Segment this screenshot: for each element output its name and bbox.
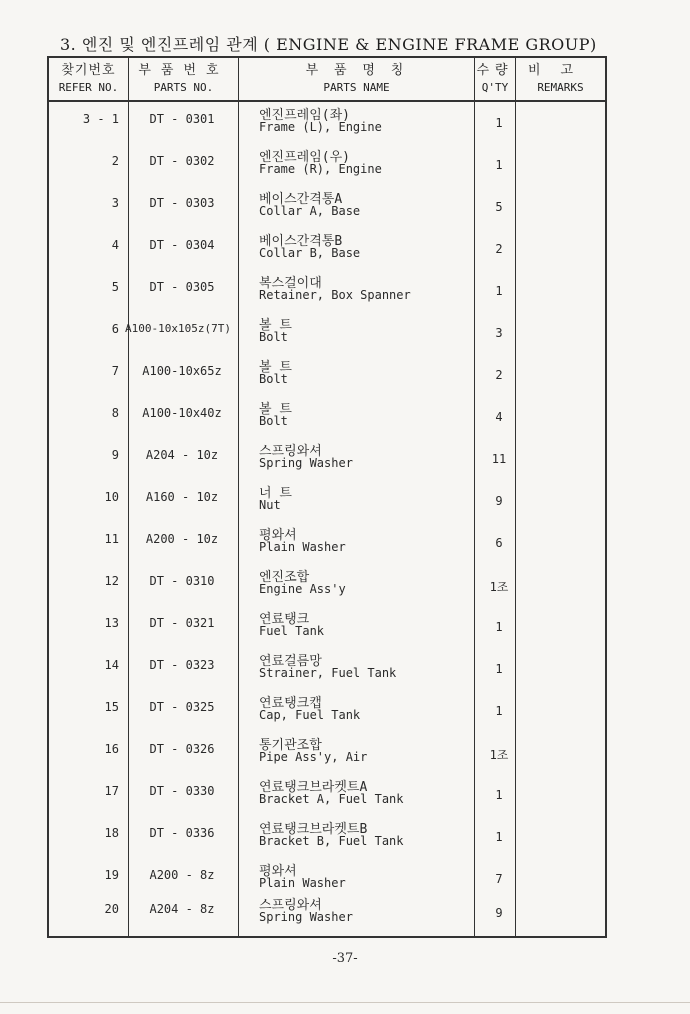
page-edge-line	[0, 1002, 690, 1003]
parts-name-ko: 통기관조합	[259, 738, 322, 753]
parts-no: A100-10x105z(7T)	[125, 322, 231, 335]
header-name-ko: 부 품 명 칭	[305, 63, 408, 78]
refer-no: 5	[111, 280, 119, 294]
table-row	[49, 524, 605, 566]
parts-no: DT - 0323	[149, 658, 215, 672]
refer-no: 7	[111, 364, 119, 378]
parts-name-ko: 너 트	[259, 486, 292, 501]
parts-name-ko: 엔진프레임(좌)	[259, 108, 351, 123]
parts-name-ko: 스프링와셔	[259, 444, 322, 459]
quantity: 7	[495, 872, 503, 886]
header-parts-no	[129, 62, 238, 96]
quantity: 2	[495, 368, 503, 382]
parts-name-ko: 평와셔	[259, 864, 297, 879]
parts-name-ko: 연료탱크브라켓트B	[259, 822, 368, 837]
parts-no: A204 - 8z	[149, 902, 215, 916]
parts-name-en: Collar B, Base	[259, 246, 361, 260]
parts-no: DT - 0301	[149, 112, 215, 126]
parts-name-en: Bracket B, Fuel Tank	[259, 834, 404, 848]
parts-name-en: Retainer, Box Spanner	[259, 288, 411, 302]
parts-name-ko: 연료탱크브라켓트A	[259, 780, 368, 795]
refer-no: 14	[104, 658, 119, 672]
table-row	[49, 104, 605, 146]
quantity: 1조	[489, 748, 509, 762]
parts-no: A160 - 10z	[145, 490, 219, 504]
refer-no: 11	[104, 532, 119, 546]
parts-no: DT - 0310	[149, 574, 215, 588]
parts-name-en: Spring Washer	[259, 456, 353, 470]
parts-name-ko: 볼 트	[259, 360, 292, 375]
header-name-en: PARTS NAME	[323, 81, 390, 94]
refer-no: 3	[111, 196, 119, 210]
header-qty	[475, 62, 515, 96]
parts-name-ko: 연료탱크	[259, 612, 310, 627]
parts-name-ko: 복스걸이대	[259, 276, 322, 291]
refer-no: 9	[111, 448, 119, 462]
table-row	[49, 734, 605, 776]
refer-no: 6	[111, 322, 119, 336]
refer-no: 10	[104, 490, 119, 504]
header-qty-en: Q'TY	[481, 81, 509, 94]
parts-name-en: Bolt	[259, 372, 288, 386]
table-row	[49, 776, 605, 818]
refer-no: 3 - 1	[82, 112, 119, 126]
page-title: 3. 엔진 및 엔진프레임 관계 ( ENGINE & ENGINE FRAME GROUP)	[60, 35, 597, 54]
refer-no: 15	[104, 700, 119, 714]
header-remarks	[516, 62, 605, 96]
parts-no: A100-10x65z	[142, 364, 222, 378]
parts-no: DT - 0325	[149, 700, 215, 714]
parts-name-en: Bolt	[259, 414, 288, 428]
table-row	[49, 692, 605, 734]
quantity: 3	[495, 326, 503, 340]
parts-no: A200 - 10z	[145, 532, 219, 546]
parts-no: A204 - 10z	[145, 448, 219, 462]
refer-no: 4	[111, 238, 119, 252]
parts-name-en: Nut	[259, 498, 281, 512]
parts-name-en: Bracket A, Fuel Tank	[259, 792, 404, 806]
header-parts-en: PARTS NO.	[153, 81, 214, 94]
header-divider	[49, 100, 605, 102]
quantity: 1	[495, 662, 503, 676]
quantity: 1	[495, 788, 503, 802]
parts-name-en: Bolt	[259, 330, 288, 344]
parts-name-ko: 베이스간격통A	[259, 192, 343, 207]
quantity: 1	[495, 284, 503, 298]
parts-no: DT - 0304	[149, 238, 215, 252]
parts-name-ko: 볼 트	[259, 318, 292, 333]
quantity: 1	[495, 116, 503, 130]
parts-table	[47, 56, 607, 938]
quantity: 11	[491, 452, 507, 466]
parts-name-ko: 엔진조합	[259, 570, 310, 585]
table-row	[49, 650, 605, 692]
header-qty-ko: 수량	[476, 63, 514, 78]
refer-no: 19	[104, 868, 119, 882]
quantity: 5	[495, 200, 503, 214]
parts-name-en: Engine Ass'y	[259, 582, 346, 596]
parts-name-en: Frame (L), Engine	[259, 120, 382, 134]
parts-no: DT - 0326	[149, 742, 215, 756]
table-row	[49, 440, 605, 482]
quantity: 1	[495, 158, 503, 172]
parts-name-en: Frame (R), Engine	[259, 162, 382, 176]
parts-name-ko: 연료걸름망	[259, 654, 322, 669]
refer-no: 13	[104, 616, 119, 630]
parts-name-en: Plain Washer	[259, 876, 346, 890]
table-row	[49, 398, 605, 440]
parts-no: A200 - 8z	[149, 868, 215, 882]
refer-no: 8	[111, 406, 119, 420]
quantity: 1	[495, 830, 503, 844]
page-number: -37-	[332, 951, 358, 966]
quantity: 6	[495, 536, 503, 550]
parts-name-en: Collar A, Base	[259, 204, 361, 218]
table-row	[49, 188, 605, 230]
header-parts-ko: 부품번호	[138, 63, 229, 78]
parts-name-ko: 베이스간격통B	[259, 234, 343, 249]
quantity: 2	[495, 242, 503, 256]
parts-no: DT - 0305	[149, 280, 215, 294]
parts-name-ko: 스프링와셔	[259, 898, 322, 913]
parts-no: DT - 0302	[149, 154, 215, 168]
refer-no: 20	[104, 902, 119, 916]
parts-name-en: Strainer, Fuel Tank	[259, 666, 397, 680]
parts-name-ko: 평와셔	[259, 528, 297, 543]
table-row	[49, 608, 605, 650]
quantity: 1조	[489, 580, 509, 594]
parts-name-ko: 볼 트	[259, 402, 292, 417]
header-remarks-ko: 비고	[527, 63, 594, 78]
parts-no: DT - 0336	[149, 826, 215, 840]
quantity: 1	[495, 704, 503, 718]
table-row	[49, 818, 605, 860]
parts-no: DT - 0303	[149, 196, 215, 210]
header-refer-en: REFER NO.	[58, 81, 119, 94]
parts-name-en: Plain Washer	[259, 540, 346, 554]
parts-name-en: Cap, Fuel Tank	[259, 708, 361, 722]
quantity: 4	[495, 410, 503, 424]
table-row	[49, 356, 605, 398]
table-row	[49, 314, 605, 356]
header-remarks-en: REMARKS	[537, 81, 584, 94]
quantity: 1	[495, 620, 503, 634]
header-parts-name	[239, 62, 474, 96]
refer-no: 17	[104, 784, 119, 798]
header-refer-no	[49, 62, 128, 96]
parts-no: DT - 0330	[149, 784, 215, 798]
parts-name-en: Spring Washer	[259, 910, 353, 924]
parts-no: A100-10x40z	[142, 406, 222, 420]
refer-no: 16	[104, 742, 119, 756]
table-row	[49, 272, 605, 314]
table-row	[49, 566, 605, 608]
parts-name-en: Fuel Tank	[259, 624, 325, 638]
parts-name-ko: 엔진프레임(우)	[259, 150, 351, 165]
quantity: 9	[495, 906, 503, 920]
parts-name-ko: 연료탱크캡	[259, 696, 322, 711]
table-row	[49, 230, 605, 272]
quantity: 9	[495, 494, 503, 508]
header-refer-ko: 찾기번호	[61, 63, 116, 78]
refer-no: 2	[111, 154, 119, 168]
refer-no: 18	[104, 826, 119, 840]
parts-name-en: Pipe Ass'y, Air	[259, 750, 368, 764]
parts-no: DT - 0321	[149, 616, 215, 630]
table-row	[49, 894, 605, 936]
refer-no: 12	[104, 574, 119, 588]
table-row	[49, 146, 605, 188]
table-row	[49, 482, 605, 524]
